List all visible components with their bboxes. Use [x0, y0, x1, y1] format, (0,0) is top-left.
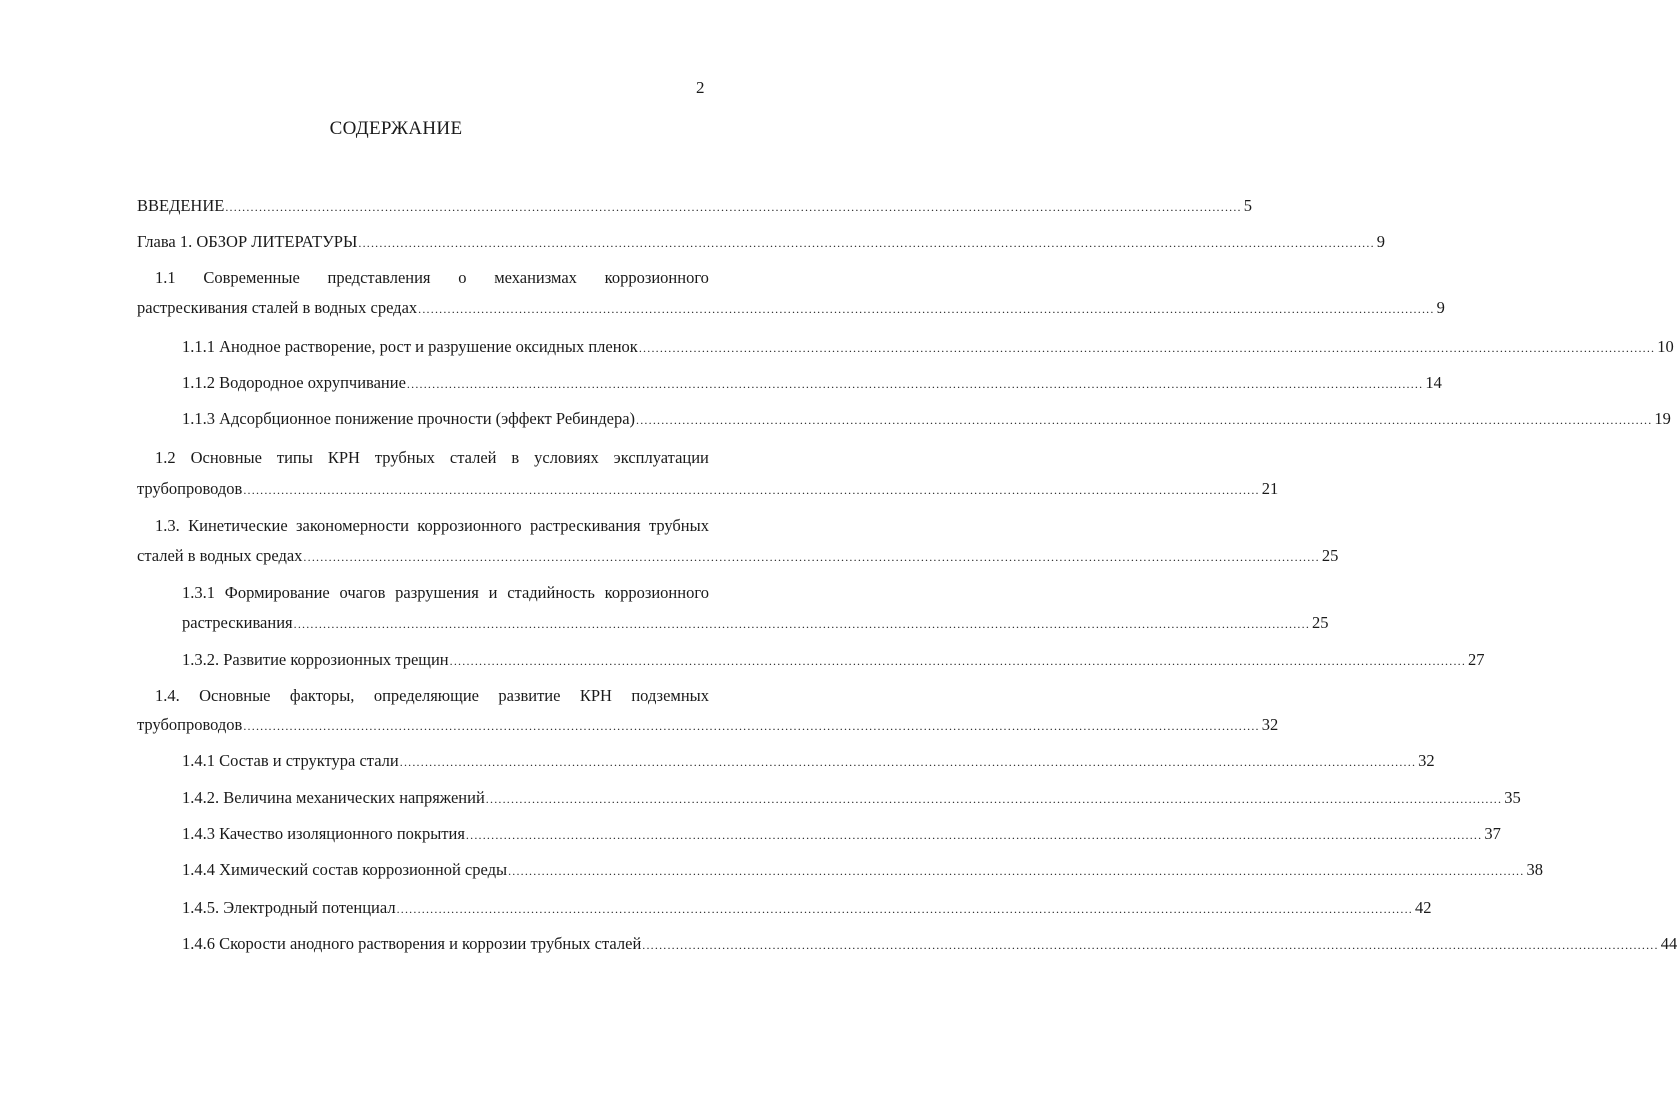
toc-entry-page: 10: [1657, 337, 1674, 356]
word: механизмах: [494, 268, 577, 287]
toc-entry-1-4-6[interactable]: [182, 934, 1677, 955]
toc-entry-page: 25: [1312, 613, 1329, 632]
toc-entry-page: 5: [1243, 196, 1252, 215]
word: условиях: [534, 448, 599, 467]
toc-entry-title: 1.4.3 Качество изоляционного покрытия: [182, 824, 465, 843]
toc-entry-page: 9: [1376, 232, 1386, 251]
leader-dots: ..................................................................................................................................................................................................................................................: [465, 828, 1483, 842]
toc-entry-1-1-line1[interactable]: [155, 268, 709, 288]
leader-dots: ..................................................................................................................................................................................................................................................: [243, 719, 1260, 733]
toc-entry-title: трубопроводов: [137, 479, 243, 498]
toc-entry-title: трубопроводов: [137, 715, 243, 734]
toc-entry-title: 1.4.6 Скорости анодного растворения и коррозии трубных сталей: [182, 934, 642, 953]
toc-entry-1-2-line1[interactable]: [155, 448, 709, 468]
page-title: СОДЕРЖАНИЕ: [329, 118, 463, 139]
toc-entry-page: 19: [1654, 409, 1671, 428]
word: 1.1: [155, 268, 176, 287]
toc-entry-1-4-line1[interactable]: [155, 686, 709, 706]
toc-entry-1-3-line1[interactable]: [155, 516, 709, 536]
toc-entry-1-4-1[interactable]: [182, 751, 1435, 772]
toc-entry-page: 21: [1261, 479, 1279, 498]
word: в: [511, 448, 520, 467]
toc-entry-title: 1.1.2 Водородное охрупчивание: [182, 373, 406, 392]
word: КРН: [579, 686, 612, 705]
toc-entry-1-4-4[interactable]: [182, 860, 1543, 881]
toc-entry-page: 35: [1504, 788, 1521, 807]
word: разрушения: [395, 583, 479, 602]
word: трубных: [374, 448, 435, 467]
toc-entry-page: 25: [1321, 546, 1339, 565]
word: Кинетические: [188, 516, 288, 535]
word: Формирование: [224, 583, 330, 602]
leader-dots: ..................................................................................................................................................................................................................................................: [293, 617, 1311, 631]
leader-dots: ..................................................................................................................................................................................................................................................: [642, 938, 1659, 952]
leader-dots: ..................................................................................................................................................................................................................................................: [225, 200, 1242, 214]
word: коррозионного: [417, 516, 522, 535]
word: 1.3.1: [182, 583, 215, 602]
toc-entry-page: 42: [1414, 898, 1432, 917]
word: 1.3.: [155, 516, 180, 535]
toc-entry-1-4-3[interactable]: [182, 824, 1501, 845]
word: растрескивания: [529, 516, 641, 535]
toc-entry-title: 1.4.2. Величина механических напряжений: [182, 788, 485, 807]
toc-entry-1-2-line2[interactable]: [137, 479, 1279, 500]
toc-entry-title: Глава 1. ОБЗОР ЛИТЕРАТУРЫ: [137, 232, 358, 251]
toc-entry-title: сталей в водных средах: [137, 546, 303, 565]
toc-entry-page: 14: [1425, 373, 1442, 392]
toc-entry-1-1-3[interactable]: [182, 409, 1671, 430]
toc-entry-title: растрескивания: [182, 613, 293, 632]
word: представления: [327, 268, 431, 287]
toc-entry-1-1-1[interactable]: [182, 337, 1674, 358]
toc-entry-1-4-line2[interactable]: [137, 715, 1279, 736]
leader-dots: ..................................................................................................................................................................................................................................................: [358, 236, 1375, 250]
word: эксплуатации: [613, 448, 709, 467]
word: коррозионного: [604, 583, 709, 602]
leader-dots: ..................................................................................................................................................................................................................................................: [508, 864, 1525, 878]
word: Основные: [190, 448, 262, 467]
toc-entry-chapter-1[interactable]: [137, 232, 1386, 253]
toc-entry-1-3-line2[interactable]: [137, 546, 1339, 567]
toc-entry-title: 1.4.4 Химический состав коррозионной среды: [182, 860, 508, 879]
toc-entry-1-3-1-line1[interactable]: [182, 583, 709, 603]
toc-entry-1-1-2[interactable]: [182, 373, 1442, 394]
toc-entry-title: ВВЕДЕНИЕ: [137, 196, 225, 215]
leader-dots: ..................................................................................................................................................................................................................................................: [399, 755, 1417, 769]
toc-entry-1-4-5[interactable]: [182, 898, 1432, 919]
word: очагов: [339, 583, 386, 602]
leader-dots: ..................................................................................................................................................................................................................................................: [406, 377, 1424, 391]
leader-dots: ..................................................................................................................................................................................................................................................: [485, 792, 1503, 806]
word: сталей: [449, 448, 497, 467]
word: подземных: [631, 686, 709, 705]
word: стадийность: [507, 583, 595, 602]
word: 1.4.: [155, 686, 180, 705]
toc-entry-1-3-2[interactable]: [182, 650, 1485, 671]
word: коррозионного: [604, 268, 709, 287]
toc-entry-1-1-line2[interactable]: [137, 298, 1445, 319]
toc-entry-page: 9: [1436, 298, 1445, 317]
word: о: [458, 268, 467, 287]
toc-entry-title: 1.4.1 Состав и структура стали: [182, 751, 399, 770]
word: определяющие: [373, 686, 479, 705]
toc-entry-title: 1.4.5. Электродный потенциал: [182, 898, 396, 917]
toc-entry-page: 27: [1468, 650, 1485, 669]
word: Основные: [199, 686, 271, 705]
leader-dots: ..................................................................................................................................................................................................................................................: [636, 413, 1653, 427]
leader-dots: ..................................................................................................................................................................................................................................................: [638, 341, 1656, 355]
toc-entry-intro[interactable]: [137, 196, 1252, 217]
toc-entry-1-3-1-line2[interactable]: [182, 613, 1329, 634]
word: факторы,: [289, 686, 355, 705]
toc-entry-page: 38: [1526, 860, 1543, 879]
word: и: [488, 583, 498, 602]
leader-dots: ..................................................................................................................................................................................................................................................: [303, 550, 1320, 564]
toc-entry-title: 1.1.1 Анодное растворение, рост и разрушение оксидных пленок: [182, 337, 638, 356]
leader-dots: ..................................................................................................................................................................................................................................................: [418, 302, 1435, 316]
page-number: 2: [696, 78, 705, 97]
word: развитие: [498, 686, 561, 705]
leader-dots: ..................................................................................................................................................................................................................................................: [449, 654, 1467, 668]
word: трубных: [648, 516, 709, 535]
word: 1.2: [155, 448, 176, 467]
toc-entry-1-4-2[interactable]: [182, 788, 1521, 809]
toc-entry-title: растрескивания сталей в водных средах: [137, 298, 418, 317]
toc-entry-page: 32: [1261, 715, 1279, 734]
word: Современные: [203, 268, 300, 287]
toc-entry-page: 32: [1418, 751, 1435, 770]
leader-dots: ..................................................................................................................................................................................................................................................: [396, 902, 1413, 916]
leader-dots: ..................................................................................................................................................................................................................................................: [243, 483, 1260, 497]
toc-entry-page: 44: [1660, 934, 1677, 953]
word: закономерности: [296, 516, 409, 535]
word: КРН: [327, 448, 360, 467]
toc-entry-page: 37: [1484, 824, 1501, 843]
word: типы: [276, 448, 313, 467]
toc-entry-title: 1.1.3 Адсорбционное понижение прочности (эффект Ребиндера): [182, 409, 636, 428]
toc-entry-title: 1.3.2. Развитие коррозионных трещин: [182, 650, 449, 669]
